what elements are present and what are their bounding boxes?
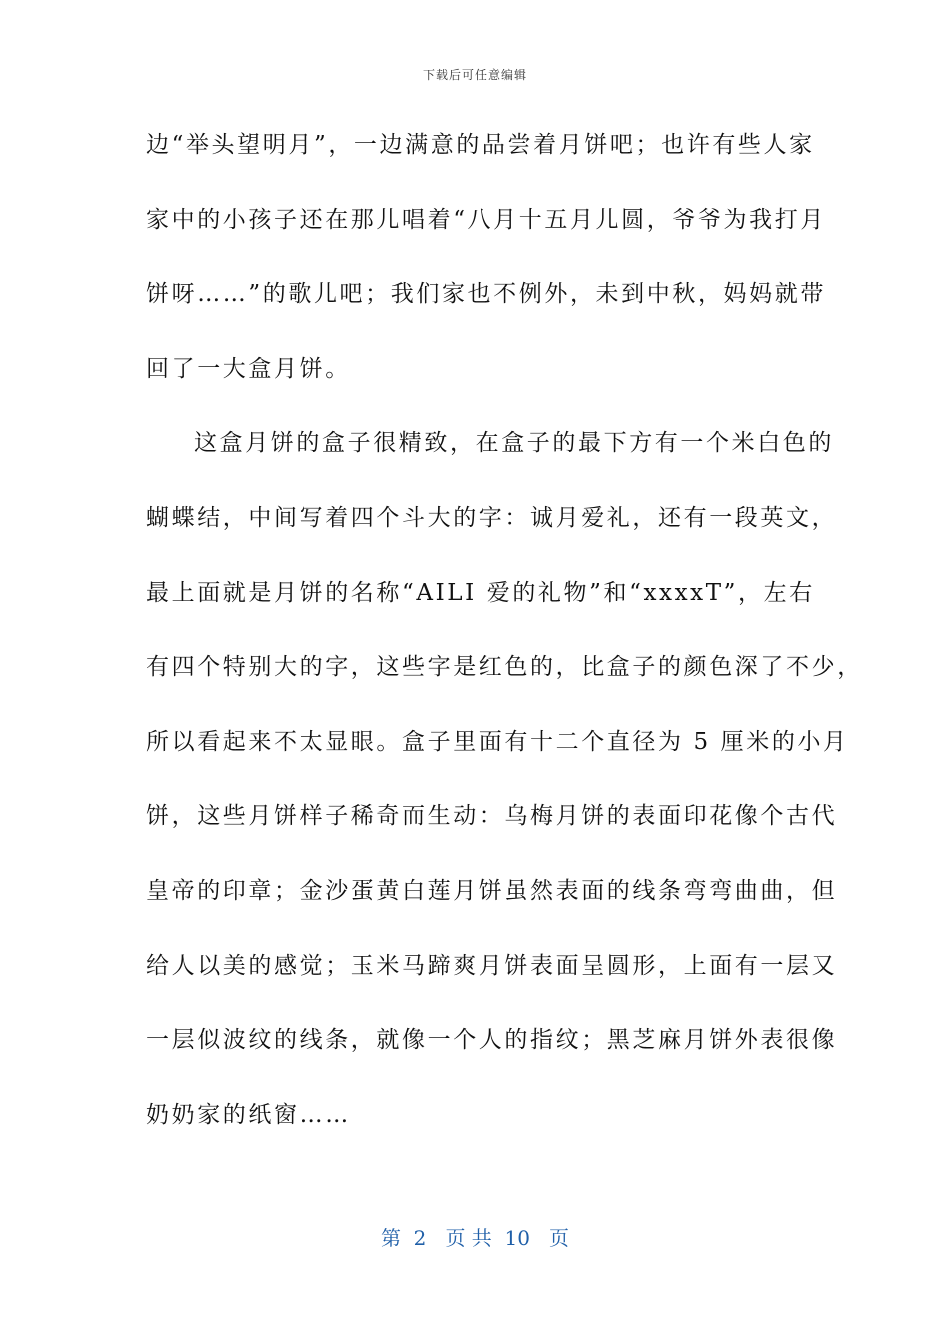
text-line: 饼，这些月饼样子稀奇而生动：乌梅月饼的表面印花像个古代 (146, 803, 838, 830)
page-number-footer: 第 2 页 共 10 页 (380, 1226, 570, 1250)
text-line: 一层似波纹的线条，就像一个人的指纹；黑芝麻月饼外表很像 (146, 1027, 838, 1054)
text-line: 所以看起来不太显眼。盒子里面有十二个直径为 5 厘米的小月 (146, 728, 849, 755)
text-line: 这盒月饼的盒子很精致，在盒子的最下方有一个米白色的 (194, 430, 834, 457)
text-line: 有四个特别大的字，这些字是红色的，比盒子的颜色深了不少， (146, 654, 863, 681)
text-line: 奶奶家的纸窗…… (146, 1101, 351, 1128)
text-line: 给人以美的感觉；玉米马蹄爽月饼表面呈圆形，上面有一层又 (146, 952, 838, 979)
text-line: 蝴蝶结，中间写着四个斗大的字：诚月爱礼，还有一段英文， (146, 504, 838, 531)
text-line: 皇帝的印章；金沙蛋黄白莲月饼虽然表面的线条弯弯曲曲，但 (146, 877, 838, 904)
text-line: 回了一大盒月饼。 (146, 355, 351, 382)
text-line: 最上面就是月饼的名称“AILI 爱的礼物”和“xxxxT”，左右 (146, 579, 815, 606)
text-line: 家中的小孩子还在那儿唱着“八月十五月儿圆，爷爷为我打月 (146, 206, 826, 233)
page-header: 下载后可任意编辑 (422, 68, 527, 82)
text-line: 饼呀……”的歌儿吧；我们家也不例外，未到中秋，妈妈就带 (146, 281, 826, 308)
body-text (146, 120, 863, 1164)
text-line: 边“举头望明月”，一边满意的品尝着月饼吧；也许有些人家 (146, 132, 815, 158)
